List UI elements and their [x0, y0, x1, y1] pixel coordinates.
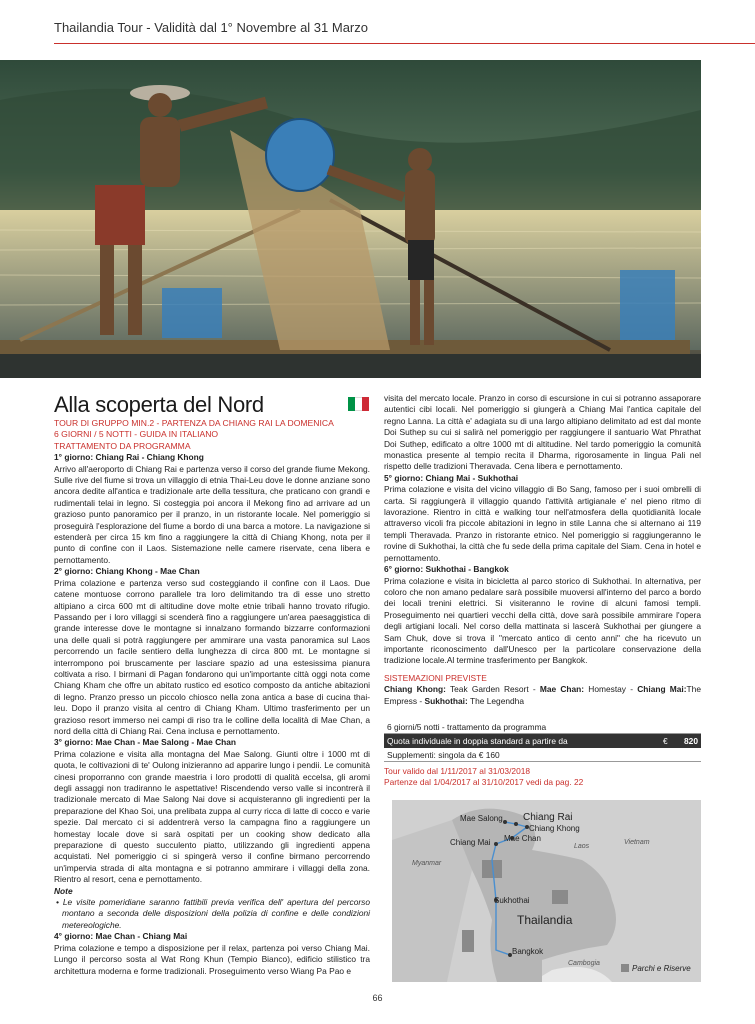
validity-line-2: Partenze dal 1/04/2017 al 31/10/2017 vedi da pag. 22: [384, 777, 584, 787]
day-6-title: 6° giorno: Sukhothai - Bangkok: [384, 564, 509, 575]
map-label-chiang-mai: Chiang Mai: [450, 838, 491, 847]
route-map: [392, 800, 701, 982]
left-column: [54, 418, 370, 977]
validity-notes: [384, 766, 583, 788]
day-4-text: Prima colazione e tempo a disposizione per il relax, partenza poi verso Chiang Mai. Lungo il percorso sosta al Wat Rong Khun (Tempio Bianco), edificio stilistico tra architettura moderna e forme tradizionali. Proseguimento verso Wiang Pa Pao e: [54, 942, 370, 976]
accommodation-title: SISTEMAZIONI PREVISTE: [384, 672, 487, 683]
map-point-chiang-mai: [494, 842, 498, 846]
tour-title: Alla scoperta del Nord: [54, 392, 264, 417]
tour-subtitle-3: TRATTAMENTO DA PROGRAMMA: [54, 440, 191, 451]
map-label-laos: Laos: [574, 843, 590, 850]
map-label-bangkok: Bangkok: [512, 947, 544, 956]
map-label-myanmar: Myanmar: [412, 860, 442, 867]
italian-flag-icon: [348, 397, 369, 411]
accommodation-list: Chiang Khong: Teak Garden Resort - Mae Chan: Homestay - Chiang Mai:The Empress - Sukhothai: The Legendha: [384, 684, 701, 706]
day-5-title: 5° giorno: Chiang Mai - Sukhothai: [384, 472, 519, 483]
page-header: Thailandia Tour - Validità dal 1° Novembre al 31 Marzo: [54, 20, 368, 35]
map-point-mae-salong: [503, 820, 507, 824]
price-row-supplements: Supplementi: singola da € 160: [384, 748, 701, 762]
tour-subtitle-1: TOUR DI GRUPPO MIN.2 - PARTENZA DA CHIANG RAI LA DOMENICA: [54, 418, 334, 428]
map-label-mae-chan: Mae Chan: [504, 834, 541, 843]
day-2-text: Prima colazione e partenza verso sud costeggiando il confine con il Laos. Due catene montuose corrono parallele tra loro delimitando tra di esse uno stretto altipiano a circa 600 mt di altitudine dove molte etnie tribali hanno trovato rifugio. Passando per i loro villaggi si scenderà fino a raggiungere un'area paesaggistica di grande interesse dove le montagne si innalzano formando bizzarre conformazioni una delle quali si potrà raggiungere per ammirare una vasta panoramica sul Laos percorrendo un facile sentiero della lunghezza di circa 800 mt. Le montagne si interrompono poi bruscamente per lasciare spazio ad una estesissima pianura coltivata a riso. I birmani di Pagan fondarono qui un'importante città oggi nota come Chiang Kham che offre un abitato rustico ed esotico composto da antiche abitazioni di legno. Pranzo presso un piccolo chiosco nella zona antica a base di cucina thai-leu. Dopo il pranzo visita al centro di Chiang Kham. Ultimo trasferimento per un grazioso resort immerso nei campi di riso tra le colline della località di Mae Chan, a nord della città di Chiang Rai. Cena inclusa e pernottamento.: [54, 577, 370, 736]
page-number: 66: [372, 993, 383, 1003]
note-text: • Le visite pomeridiane saranno fattibili previa verifica dell' apertura del percorso montano a seconda delle disposizioni della polizia di confine e delle condizioni metereologiche.: [56, 897, 370, 930]
day-5-text: Prima colazione e visita del vicino villaggio di Bo Sang, famoso per i suoi ombrelli di carta. Si raggiungerà il villaggio quando l'attività artigianale e' nel pieno ritmo di lavorazione. Rientro in città e walking tour nell'atmosfera della quotidianità locale attraverso vicoli fra piccole abitazioni in legno in stile Lanna che si alternano ai 119 templi Theravada. Pranzo in ristorante etnico. Nel pomeriggio si raggiungeranno le rovine di Sukhothai, la città che fu sede della prima capitale del Siam. Cena in hotel e pernottamento.: [384, 484, 701, 563]
day-3-text: Prima colazione e visita alla montagna del Mae Salong. Giunti oltre i 1000 mt di quota, le coltivazioni di te' Oulong inizieranno ad apparire lungo i pendii. Le comunità cinesi proporranno con grande maestria i loro prodotti di qualità eccelsa, gli aromi degli assaggi non tradiranno le aspettative! Riscendendo verso valle si incontrerà il tradizionale mercato di Mae Salong Nai dove si acquisteranno gli ingredienti per la preparazione del Khao Soi, una prelibata zuppa al curry ricca di latte di cocco e varie spezie. Dal mercato ci si addentrerà verso la campagna fino a raggiungere un homestay locale dove si sarà ospitati per un cooking show dedicato alla preparazione di questo succulento piatto, utilizzando gli ingredienti appena acquistati. Nel pomeriggio ci si spingerà verso il confine birmano percorrendo un'impervia strada di alta montagna e si potranno ammirare i villaggi della zona. Rientro al resort, cena e pernottamento.: [54, 748, 370, 885]
price-row-quota: Quota individuale in doppia standard a partire da € 820: [384, 734, 701, 748]
day-4-continuation: visita del mercato locale. Pranzo in corso di escursione in cui si potranno assaporare autentici cibi locali. Nel pomeriggio si giungerà a Chiang Mai l'antica capitale del regno Lanna. La città e' adagiata su di una largo altipiano delimitato ad est dal monte Doi Suthep su cui si salirà nel pomeriggio per raggiungere il santuario Wat Phrathat Doi Suthep, edificato a oltre 1000 mt di altitudine. Nel tardo pomeriggio la comunità monastica presente al tempio recita il Dharma, rigorosamente in lingua Pali nel rispetto delle tradizioni Theravada. Cena libera e pernottamento.: [384, 393, 701, 472]
day-3-title: 3° giorno: Mae Chan - Mae Salong - Mae Chan: [54, 737, 237, 748]
price-row-treatment: 6 giorni/5 notti - trattamento da programma: [384, 720, 701, 734]
header-rule: [54, 43, 755, 44]
map-label-mae-salong: Mae Salong: [460, 814, 503, 823]
right-column: [384, 393, 701, 707]
map-label-chiang-khong: Chiang Khong: [529, 824, 580, 833]
price-table: [384, 720, 701, 762]
photo-fishermen: [0, 60, 701, 378]
day-1-text: Arrivo all'aeroporto di Chiang Rai e partenza verso il corso del grande fiume Mekong. Sulle rive del fiume si trova un villaggio di etnia Thai-Leu dove le donne anziane sono ancora dedite all'antica e tradizionale arte della tessitura, che praticano con grandi e rudimentali telai in legno. Si costeggia poi ancora il Mekong fino ad arrivare ad un grazioso punto panoramico per il pranzo, in un ristorante locale. Nel pomeriggio si proseguirà l'esplorazione del fiume a bordo di una barca a motore. La navigazione si estenderà per circa 15 km fino a raggiungere la città di Chiang Khong, nota per il punto di confine con il Laos. Sistemazione nelle camere riservate, cena libera e pernottamento.: [54, 463, 370, 565]
map-label-cambogia: Cambogia: [568, 960, 600, 967]
day-6-text: Prima colazione e visita in bicicletta al parco storico di Sukhothai. In alternativa, per coloro che non amano pedalare sarà possibile muoversi all'interno del parco a bordo dei locali trenini elettrici. Si visiteranno le rovine di alcuni famosi templi. Proseguimento nei quartieri vecchi della città, dove sarà possibile ammirare l'opera degli artigiani locali. Nel corso della mattinata si lascerà Sukhothai per giungere a Sam Chuk, dove si trova il "mercato antico di cento anni" che ha ricevuto un importante riconoscimento dall'Unesco per la particolare conservazione della tradizione locale.Al termine trasferimento per Bangkok.: [384, 575, 701, 666]
map-label-sukhothai: Sukhothai: [494, 896, 530, 905]
hero-photo: [0, 60, 701, 378]
tour-subtitle-2: 6 GIORNI / 5 NOTTI - GUIDA IN ITALIANO: [54, 429, 219, 440]
validity-line-1: Tour valido dal 1/11/2017 al 31/03/2018: [384, 766, 531, 776]
legend-swatch: [621, 964, 629, 972]
map-label-chiang-rai: Chiang Rai: [523, 812, 573, 823]
note-label: Note: [54, 885, 73, 896]
map-label-thailandia: Thailandia: [517, 913, 573, 927]
map-legend-label: Parchi e Riserve: [632, 964, 691, 973]
day-2-title: 2° giorno: Chiang Khong - Mae Chan: [54, 566, 200, 577]
map-label-vietnam: Vietnam: [624, 839, 650, 846]
map-point-chiang-rai: [514, 822, 518, 826]
day-4-title: 4° giorno: Mae Chan - Chiang Mai: [54, 931, 188, 942]
day-1-title: 1° giorno: Chiang Rai - Chiang Khong: [54, 452, 204, 463]
